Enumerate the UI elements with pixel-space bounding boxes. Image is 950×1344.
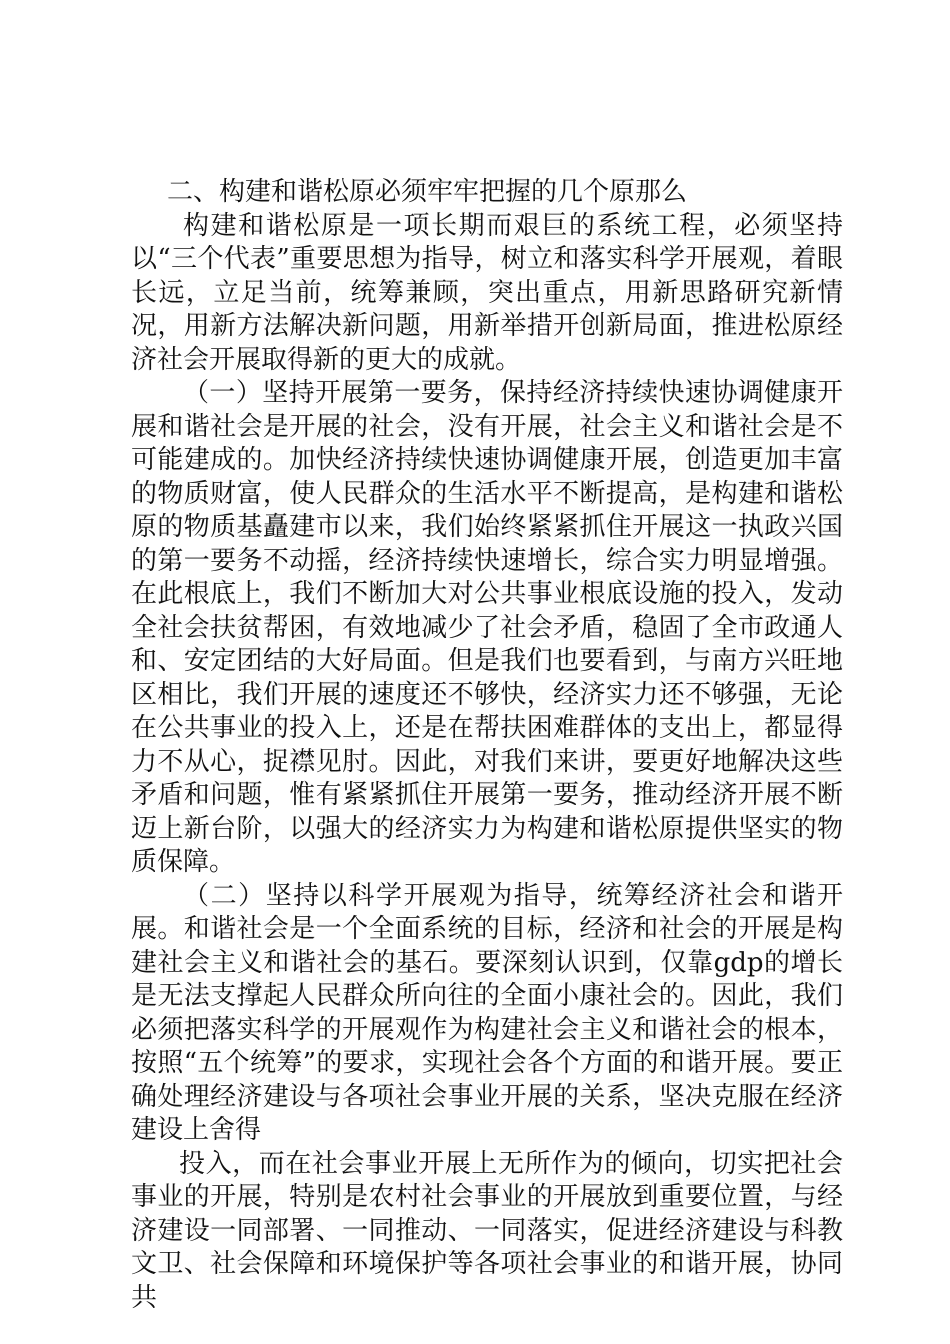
paragraph-point-one: （一）坚持开展第一要务，保持经济持续快速协调健康开展和谐社会是开展的社会，没有开展，社会主义和谐社会是不可能建成的。加快经济持续快速协调健康开展，创造更加丰富的物质财富，使人民群众的生活水平不断提高，是构建和谐松原的物质基矗建市以来，我们始终紧紧抓住开展这一执政兴国的第一要务不动摇，经济持续快速增长，综合实力明显增强。在此根底上，我们不断加大对公共事业根底设施的投入，发动全社会扶贫帮困，有效地减少了社会矛盾，稳固了全市政通人和、安定团结的大好局面。但是我们也要看到，与南方兴旺地区相比，我们开展的速度还不够快，经济实力还不够强，无论在公共事业的投入上，还是在帮扶困难群体的支出上，都显得力不从心，捉襟见肘。因此，对我们来讲，要更好地解决这些矛盾和问题，惟有紧紧抓住开展第一要务，推动经济开展不断迈上新台阶，以强大的经济实力为构建和谐松原提供坚实的物质保障。 [131,378,843,877]
paragraph-continuation: 投入，而在社会事业开展上无所作为的倾向，切实把社会事业的开展，特别是农村社会事业的开展放到重要位置，与经济建设一同部署、一同推动、一同落实，促进经济建设与科教文卫、社会保障和环境保护等各项社会事业的和谐开展，协同共 [131,1148,843,1313]
section-heading: 二、构建和谐松原必须牢牢把握的几个原那么 [167,177,688,207]
paragraph-point-two: （二）坚持以科学开展观为指导，统筹经济社会和谐开展。和谐社会是一个全面系统的目标，经济和社会的开展是构建社会主义和谐社会的基石。要深刻认识到，仅靠gdp的增长是无法支撑起人民群众所向往的全面小康社会的。因此，我们必须把落实科学的开展观作为构建社会主义和谐社会的根本，按照“五个统筹”的要求，实现社会各个方面的和谐开展。要正确处理经济建设与各项社会事业开展的关系，坚决克服在经济建设上舍得 [131,880,843,1145]
document-body [131,176,843,1315]
paragraph-intro: 构建和谐松原是一项长期而艰巨的系统工程，必须坚持以“三个代表”重要思想为指导，树立和落实科学开展观，着眼长远，立足当前，统筹兼顾，突出重点，用新思路研究新情况，用新方法解决新问题，用新举措开创新局面，推进松原经济社会开展取得新的更大的成就。 [131,210,843,375]
